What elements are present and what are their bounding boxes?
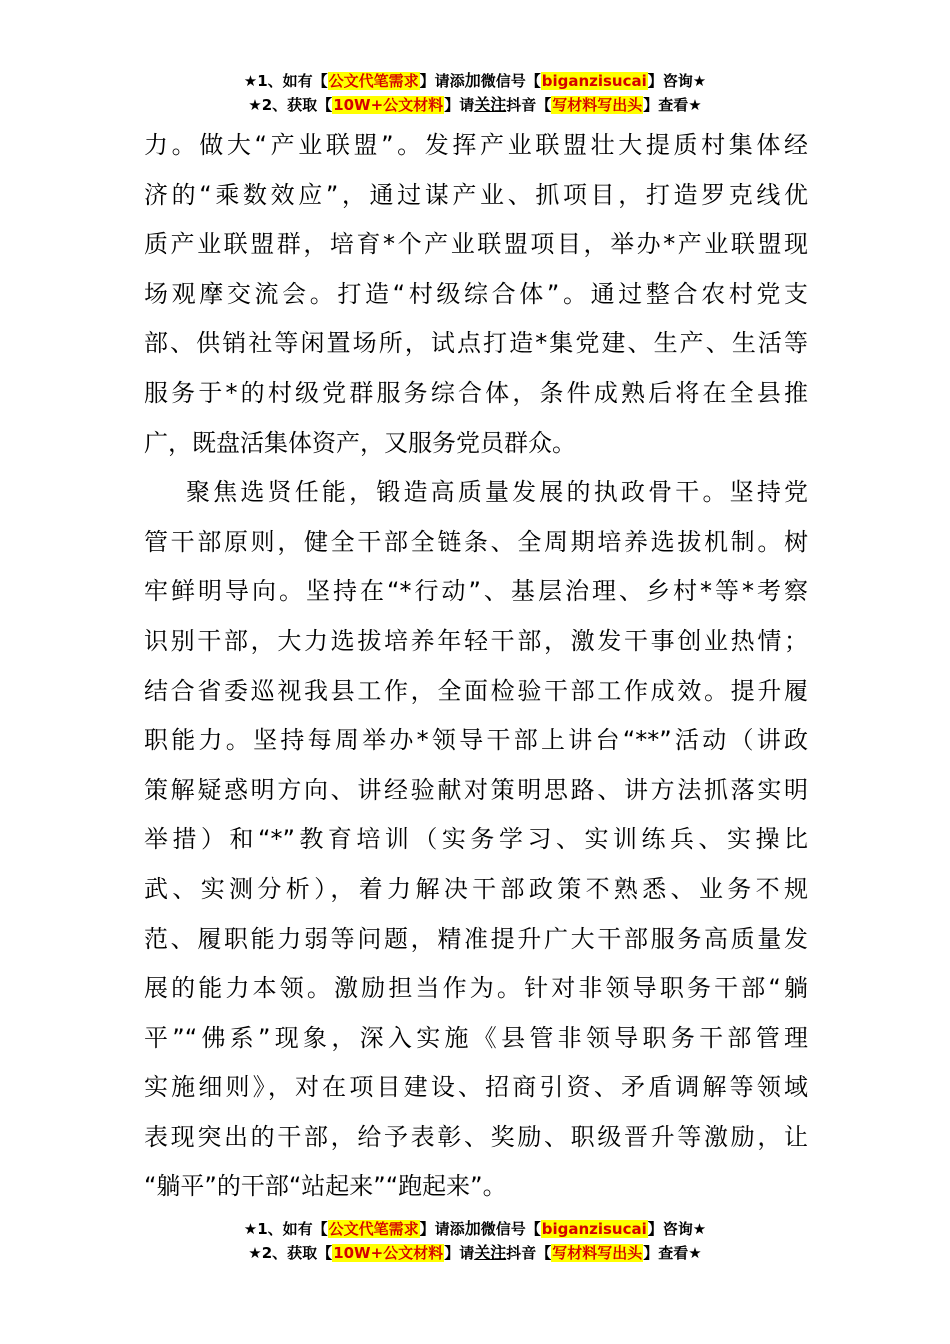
- highlight-text: 公文代笔需求: [328, 1220, 419, 1238]
- banner-line-2: [0, 1242, 950, 1266]
- banner-text: 微信号【: [480, 72, 541, 90]
- banner-text: 抖音【: [506, 96, 552, 114]
- text-line: 部、供销社等闲置场所，试点打造*集党建、生产、生活等: [144, 329, 808, 358]
- text-line: 展的能力本领。激励担当作为。针对非领导职务干部“躺: [144, 974, 808, 1003]
- banner-line-1: [0, 1218, 950, 1242]
- highlight-text: 10W+公文材料: [333, 1244, 444, 1262]
- wechat-id: biganzisucai: [541, 72, 647, 90]
- banner-text: ★1、如有【: [243, 72, 328, 90]
- banner-text: 】请添: [419, 72, 465, 90]
- banner-text: 】咨询★: [647, 72, 707, 90]
- text-line: 表现突出的干部，给予表彰、奖励、职级晋升等激励，让: [144, 1122, 808, 1151]
- wechat-id: biganzisucai: [541, 1220, 647, 1238]
- text-line: 广，既盘活集体资产，又服务党员群众。: [144, 428, 576, 457]
- text-line: 力。做大“产业联盟”。发挥产业联盟壮大提质村集体经: [144, 131, 808, 159]
- douyin-account: 写材料写出头: [552, 96, 643, 114]
- text-line: 策解疑惑明方向、讲经验献对策明思路、讲方法抓落实明: [144, 775, 808, 804]
- text-line: 牢鲜明导向。坚持在“*行动”、基层治理、乡村*等*考察: [144, 577, 808, 606]
- banner-text: 】请: [444, 96, 475, 114]
- footer-banner: [0, 1218, 950, 1266]
- highlight-text: 公文代笔需求: [328, 72, 419, 90]
- banner-line-2: [0, 94, 950, 118]
- text-line: 识别干部，大力选拔培养年轻干部，激发干事创业热情；: [144, 626, 808, 655]
- banner-text: ★2、获取【: [248, 96, 333, 114]
- text-line: “躺平”的干部“站起来”“跑起来”。: [144, 1172, 507, 1201]
- text-line: 平”“佛系”现象，深入实施《县管非领导职务干部管理: [144, 1023, 808, 1052]
- text-line: 结合省委巡视我县工作，全面检验干部工作成效。提升履: [144, 676, 808, 705]
- text-line: 范、履职能力弱等问题，精准提升广大干部服务高质量发: [144, 924, 808, 953]
- banner-text: 】查看★: [643, 1244, 702, 1262]
- paragraph-1: [144, 121, 808, 468]
- highlight-text: 10W+公文材料: [333, 96, 444, 114]
- banner-line-1: [0, 70, 950, 94]
- text-line: 职能力。坚持每周举办*领导干部上讲台“**”活动（讲政: [144, 726, 808, 755]
- text-line: 济的“乘数效应”，通过谋产业、抓项目，打造罗克线优: [144, 180, 808, 209]
- text-line: 服务于*的村级党群服务综合体，条件成熟后将在全县推: [144, 378, 808, 407]
- header-banner: [0, 70, 950, 118]
- paragraph-2: [144, 468, 808, 1212]
- emphasis-text: 加: [464, 71, 481, 90]
- document-body: [144, 121, 808, 1212]
- emphasis-text: 关注: [474, 1243, 507, 1262]
- text-line: 举措）和“*”教育培训（实务学习、实训练兵、实操比: [144, 825, 808, 854]
- douyin-account: 写材料写出头: [552, 1244, 643, 1262]
- text-line: 管干部原则，健全干部全链条、全周期培养选拔机制。树: [144, 527, 808, 556]
- banner-text: 抖音【: [506, 1244, 552, 1262]
- text-line: 实施细则》，对在项目建设、招商引资、矛盾调解等领域: [144, 1073, 808, 1102]
- text-line: 聚焦选贤任能，锻造高质量发展的执政骨干。坚持党: [186, 478, 808, 507]
- text-line: 质产业联盟群，培育*个产业联盟项目，举办*产业联盟现: [144, 230, 808, 259]
- emphasis-text: 加: [464, 1219, 481, 1238]
- emphasis-text: 关注: [474, 95, 507, 114]
- banner-text: 】咨询★: [647, 1220, 707, 1238]
- banner-text: 】查看★: [643, 96, 702, 114]
- banner-text: 微信号【: [480, 1220, 541, 1238]
- banner-text: ★2、获取【: [248, 1244, 333, 1262]
- text-line: 武、实测分析），着力解决干部政策不熟悉、业务不规: [144, 874, 808, 903]
- banner-text: 】请添: [419, 1220, 465, 1238]
- banner-text: ★1、如有【: [243, 1220, 328, 1238]
- banner-text: 】请: [444, 1244, 475, 1262]
- text-line: 场观摩交流会。打造“村级综合体”。通过整合农村党支: [144, 279, 808, 308]
